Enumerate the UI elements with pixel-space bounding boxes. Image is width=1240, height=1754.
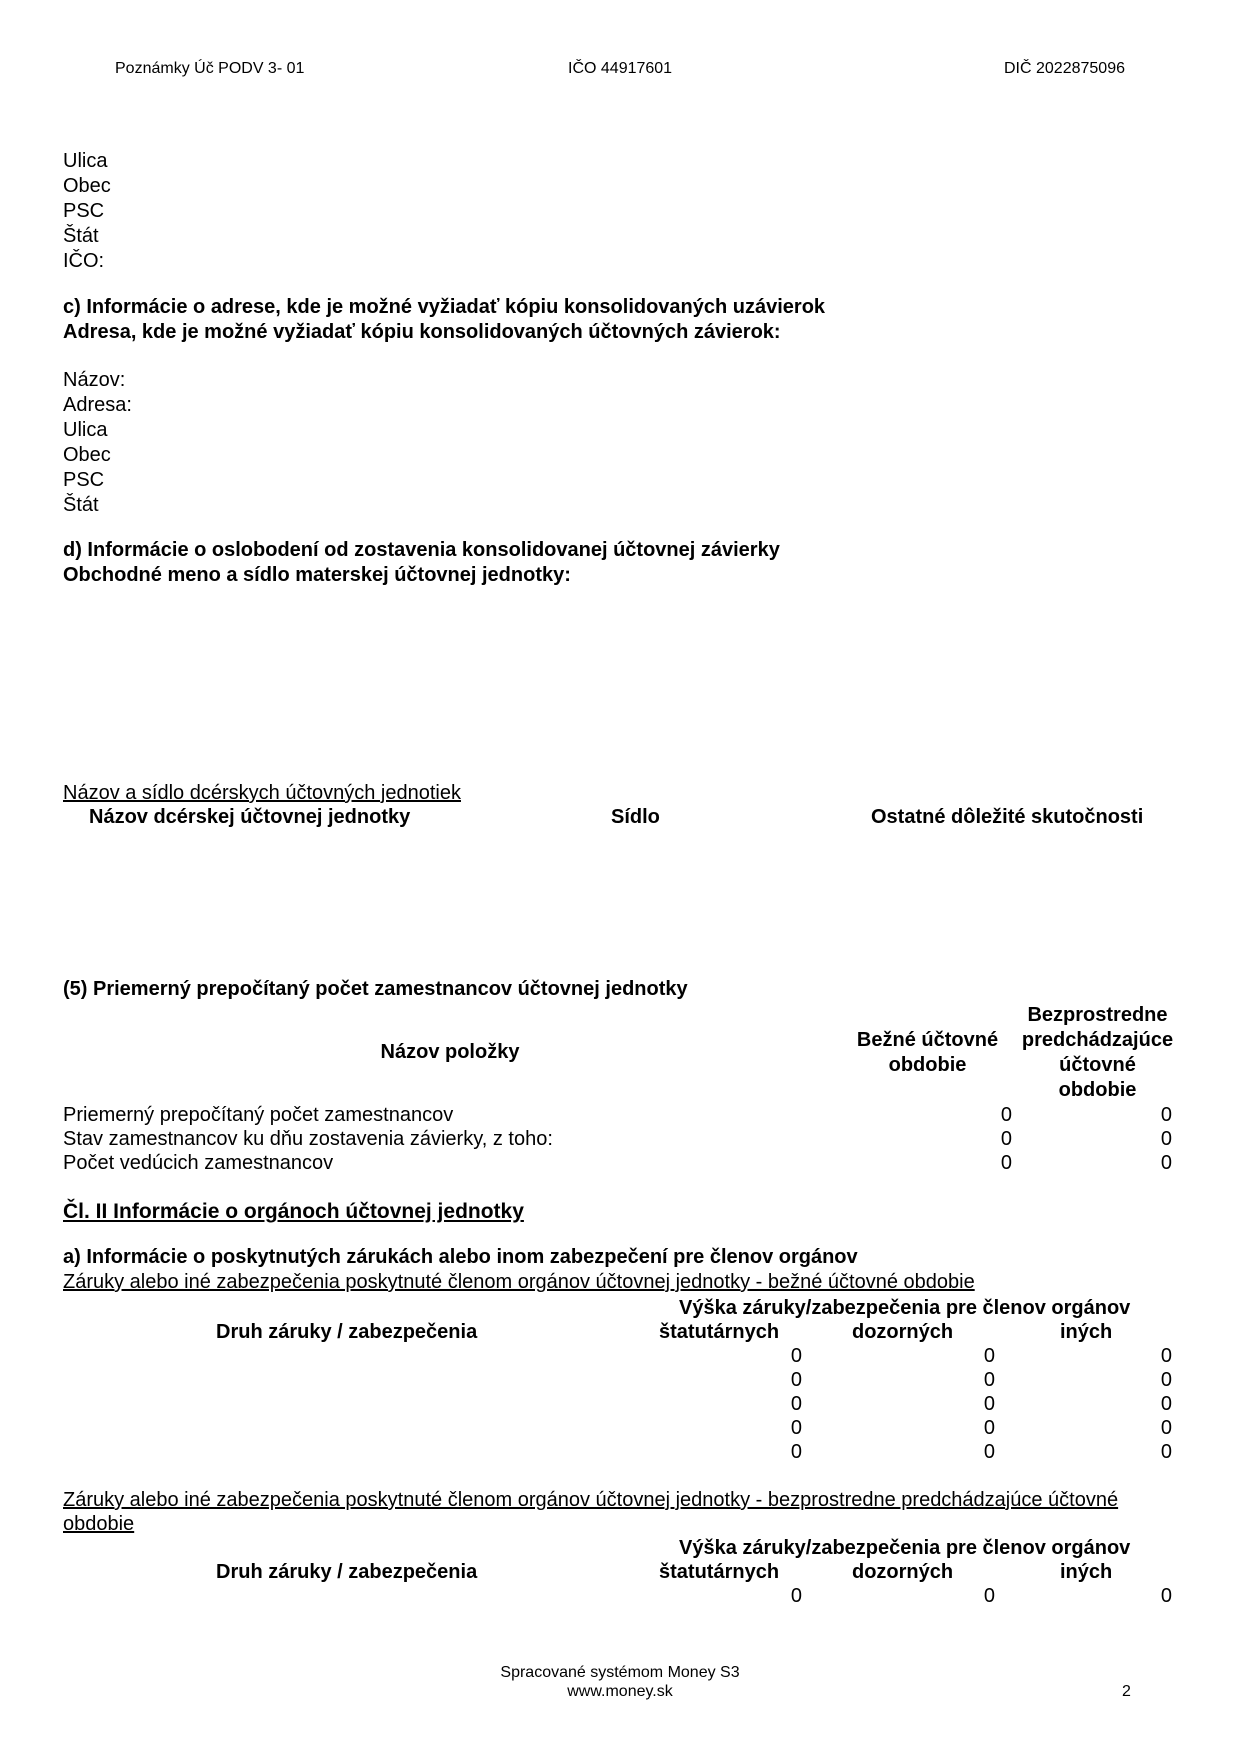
current-period-caption: Záruky alebo iné zabezpečenia poskytnuté členom orgánov účtovnej jednotky - bežné účtovné obdobie — [63, 1271, 975, 1293]
value-other: 0 — [1160, 1441, 1172, 1463]
value-statutory: 0 — [790, 1585, 802, 1607]
address-field: Ulica — [63, 419, 108, 441]
row-value-current: 0 — [1000, 1128, 1012, 1150]
column-header: dozorných — [852, 1321, 954, 1343]
address-field: IČO: — [63, 250, 105, 272]
column-header: iných — [1060, 1321, 1113, 1343]
value-other: 0 — [1160, 1369, 1172, 1391]
value-supervisory: 0 — [983, 1585, 995, 1607]
footer-link[interactable]: www.money.sk — [567, 1683, 673, 1700]
column-header: predchádzajúce — [1021, 1029, 1174, 1051]
column-header: Názov položky — [380, 1041, 520, 1063]
previous-period-caption-cont: obdobie — [63, 1513, 135, 1535]
row-value-previous: 0 — [1160, 1152, 1172, 1174]
address-field: Štát — [63, 225, 99, 247]
column-header: Druh záruky / zabezpečenia — [216, 1561, 478, 1583]
value-statutory: 0 — [790, 1345, 802, 1367]
address-field: Názov: — [63, 369, 126, 391]
value-supervisory: 0 — [983, 1393, 995, 1415]
row-label: Stav zamestnancov ku dňu zostavenia závierky, z toho: — [63, 1128, 553, 1150]
column-header: Sídlo — [611, 806, 660, 828]
value-supervisory: 0 — [983, 1345, 995, 1367]
row-value-current: 0 — [1000, 1104, 1012, 1126]
section-d-title: d) Informácie o oslobodení od zostavenia konsolidovanej účtovnej závierky — [63, 539, 780, 561]
address-field: Štát — [63, 494, 99, 516]
header-left: Poznámky Úč PODV 3- 01 — [115, 60, 305, 77]
section-a-title: a) Informácie o poskytnutých zárukách alebo inom zabezpečení pre členov orgánov — [63, 1246, 858, 1268]
group-header: Výška záruky/zabezpečenia pre členov orgánov — [679, 1537, 1131, 1559]
value-supervisory: 0 — [983, 1417, 995, 1439]
column-header: iných — [1060, 1561, 1113, 1583]
address-field: Obec — [63, 444, 111, 466]
page-number: 2 — [1122, 1683, 1131, 1700]
address-field: PSC — [63, 469, 105, 491]
value-other: 0 — [1160, 1345, 1172, 1367]
header-right: DIČ 2022875096 — [1004, 60, 1125, 77]
column-header: Bezprostredne — [1027, 1004, 1168, 1026]
section-5-title: (5) Priemerný prepočítaný počet zamestnancov účtovnej jednotky — [63, 978, 688, 1000]
section-c-subtitle: Adresa, kde je možné vyžiadať kópiu konsolidovaných účtovných závierok: — [63, 321, 781, 343]
header-center: IČO 44917601 — [568, 60, 673, 77]
column-header: Bežné účtovné — [856, 1029, 999, 1051]
value-other: 0 — [1160, 1393, 1172, 1415]
value-statutory: 0 — [790, 1441, 802, 1463]
column-header: obdobie — [1058, 1079, 1137, 1101]
row-label: Počet vedúcich zamestnancov — [63, 1152, 334, 1174]
column-header: obdobie — [888, 1054, 967, 1076]
column-header: Ostatné dôležité skutočnosti — [871, 806, 1144, 828]
value-other: 0 — [1160, 1417, 1172, 1439]
address-field: Ulica — [63, 150, 108, 172]
column-header: dozorných — [852, 1561, 954, 1583]
value-supervisory: 0 — [983, 1441, 995, 1463]
address-field: PSC — [63, 200, 105, 222]
column-header: štatutárnych — [659, 1561, 780, 1583]
section-c-title: c) Informácie o adrese, kde je možné vyžiadať kópiu konsolidovaných uzávierok — [63, 296, 826, 318]
value-statutory: 0 — [790, 1393, 802, 1415]
subsidiaries-caption: Názov a sídlo dcérskych účtovných jednotiek — [63, 782, 461, 804]
row-value-previous: 0 — [1160, 1104, 1172, 1126]
column-header: štatutárnych — [659, 1321, 780, 1343]
value-statutory: 0 — [790, 1417, 802, 1439]
row-value-previous: 0 — [1160, 1128, 1172, 1150]
footer-line1: Spracované systémom Money S3 — [500, 1664, 740, 1681]
group-header: Výška záruky/zabezpečenia pre členov orgánov — [679, 1297, 1131, 1319]
value-supervisory: 0 — [983, 1369, 995, 1391]
column-header: Názov dcérskej účtovnej jednotky — [89, 806, 411, 828]
article-2-title: Čl. II Informácie o orgánoch účtovnej jednotky — [63, 1200, 524, 1223]
value-other: 0 — [1160, 1585, 1172, 1607]
previous-period-caption: Záruky alebo iné zabezpečenia poskytnuté členom orgánov účtovnej jednotky - bezprostredne predchádzajúce účtovné — [63, 1489, 1119, 1511]
row-value-current: 0 — [1000, 1152, 1012, 1174]
address-field: Obec — [63, 175, 111, 197]
column-header: účtovné — [1059, 1054, 1136, 1076]
section-d-subtitle: Obchodné meno a sídlo materskej účtovnej jednotky: — [63, 564, 571, 586]
column-header: Druh záruky / zabezpečenia — [216, 1321, 478, 1343]
address-field: Adresa: — [63, 394, 132, 416]
row-label: Priemerný prepočítaný počet zamestnancov — [63, 1104, 454, 1126]
value-statutory: 0 — [790, 1369, 802, 1391]
